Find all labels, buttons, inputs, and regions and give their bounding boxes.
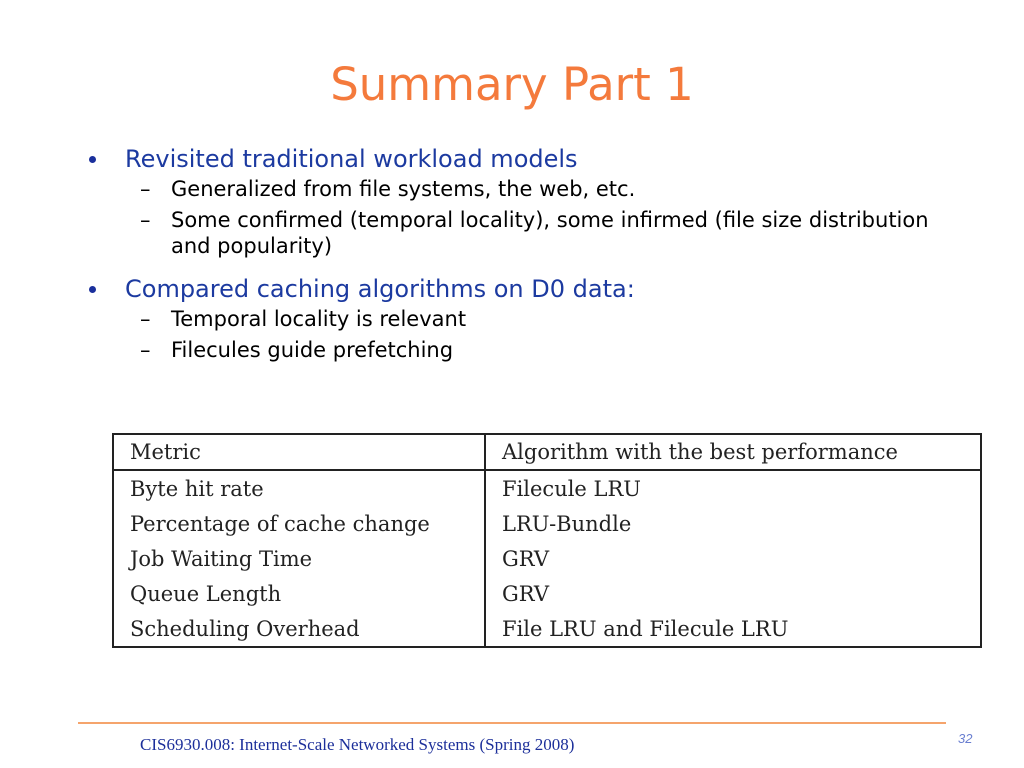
sub-bullet-list — [125, 176, 945, 272]
table-cell-algorithm: GRV — [485, 576, 981, 611]
table-cell-metric: Percentage of cache change — [130, 511, 430, 536]
bullet-item — [85, 142, 945, 272]
sub-bullet-text: Filecules guide prefetching — [171, 338, 454, 362]
sub-bullet-list — [125, 306, 945, 376]
bullet-dot-icon — [89, 156, 96, 163]
table-row — [113, 576, 981, 611]
sub-bullet-text: Generalized from file systems, the web, etc. — [171, 177, 636, 201]
table-cell-metric: Byte hit rate — [130, 476, 264, 501]
table-row — [113, 611, 981, 647]
page-number: 32 — [958, 731, 973, 746]
table-cell-algorithm: LRU-Bundle — [485, 506, 981, 541]
dash-marker-icon: – — [140, 307, 151, 331]
bullet-dot-icon — [89, 286, 96, 293]
footer-divider — [78, 722, 946, 724]
sub-bullet-item — [125, 207, 945, 259]
table-cell-metric: Scheduling Overhead — [130, 616, 360, 641]
sub-bullet-text: Some confirmed (temporal locality), some infirmed (file size distribution and popularity) — [171, 208, 929, 258]
bullet-list — [85, 142, 945, 376]
table-cell-algorithm: File LRU and Filecule LRU — [485, 611, 981, 647]
table-cell-algorithm: Filecule LRU — [485, 470, 981, 506]
column-header-algorithm: Algorithm with the best performance — [485, 434, 981, 470]
table-row — [113, 470, 981, 506]
dash-marker-icon: – — [140, 177, 151, 201]
bullet-text: Compared caching algorithms on D0 data: — [125, 275, 635, 303]
table-header-row — [113, 434, 981, 470]
sub-bullet-item — [125, 306, 945, 332]
metric-table — [112, 433, 982, 648]
table-cell-metric: Job Waiting Time — [130, 546, 313, 571]
table-cell-metric: Queue Length — [130, 581, 282, 606]
footer-course-title: CIS6930.008: Internet-Scale Networked Systems (Spring 2008) — [140, 735, 575, 754]
sub-bullet-item — [125, 176, 945, 202]
column-header-metric: Metric — [113, 434, 485, 470]
sub-bullet-text: Temporal locality is relevant — [171, 307, 467, 331]
bullet-item — [85, 272, 945, 376]
table-row — [113, 506, 981, 541]
dash-marker-icon: – — [140, 208, 151, 232]
slide-title: Summary Part 1 — [330, 58, 694, 111]
table-row — [113, 541, 981, 576]
dash-marker-icon: – — [140, 338, 151, 362]
table-cell-algorithm: GRV — [485, 541, 981, 576]
bullet-text: Revisited traditional workload models — [125, 145, 578, 173]
sub-bullet-item — [125, 337, 945, 363]
